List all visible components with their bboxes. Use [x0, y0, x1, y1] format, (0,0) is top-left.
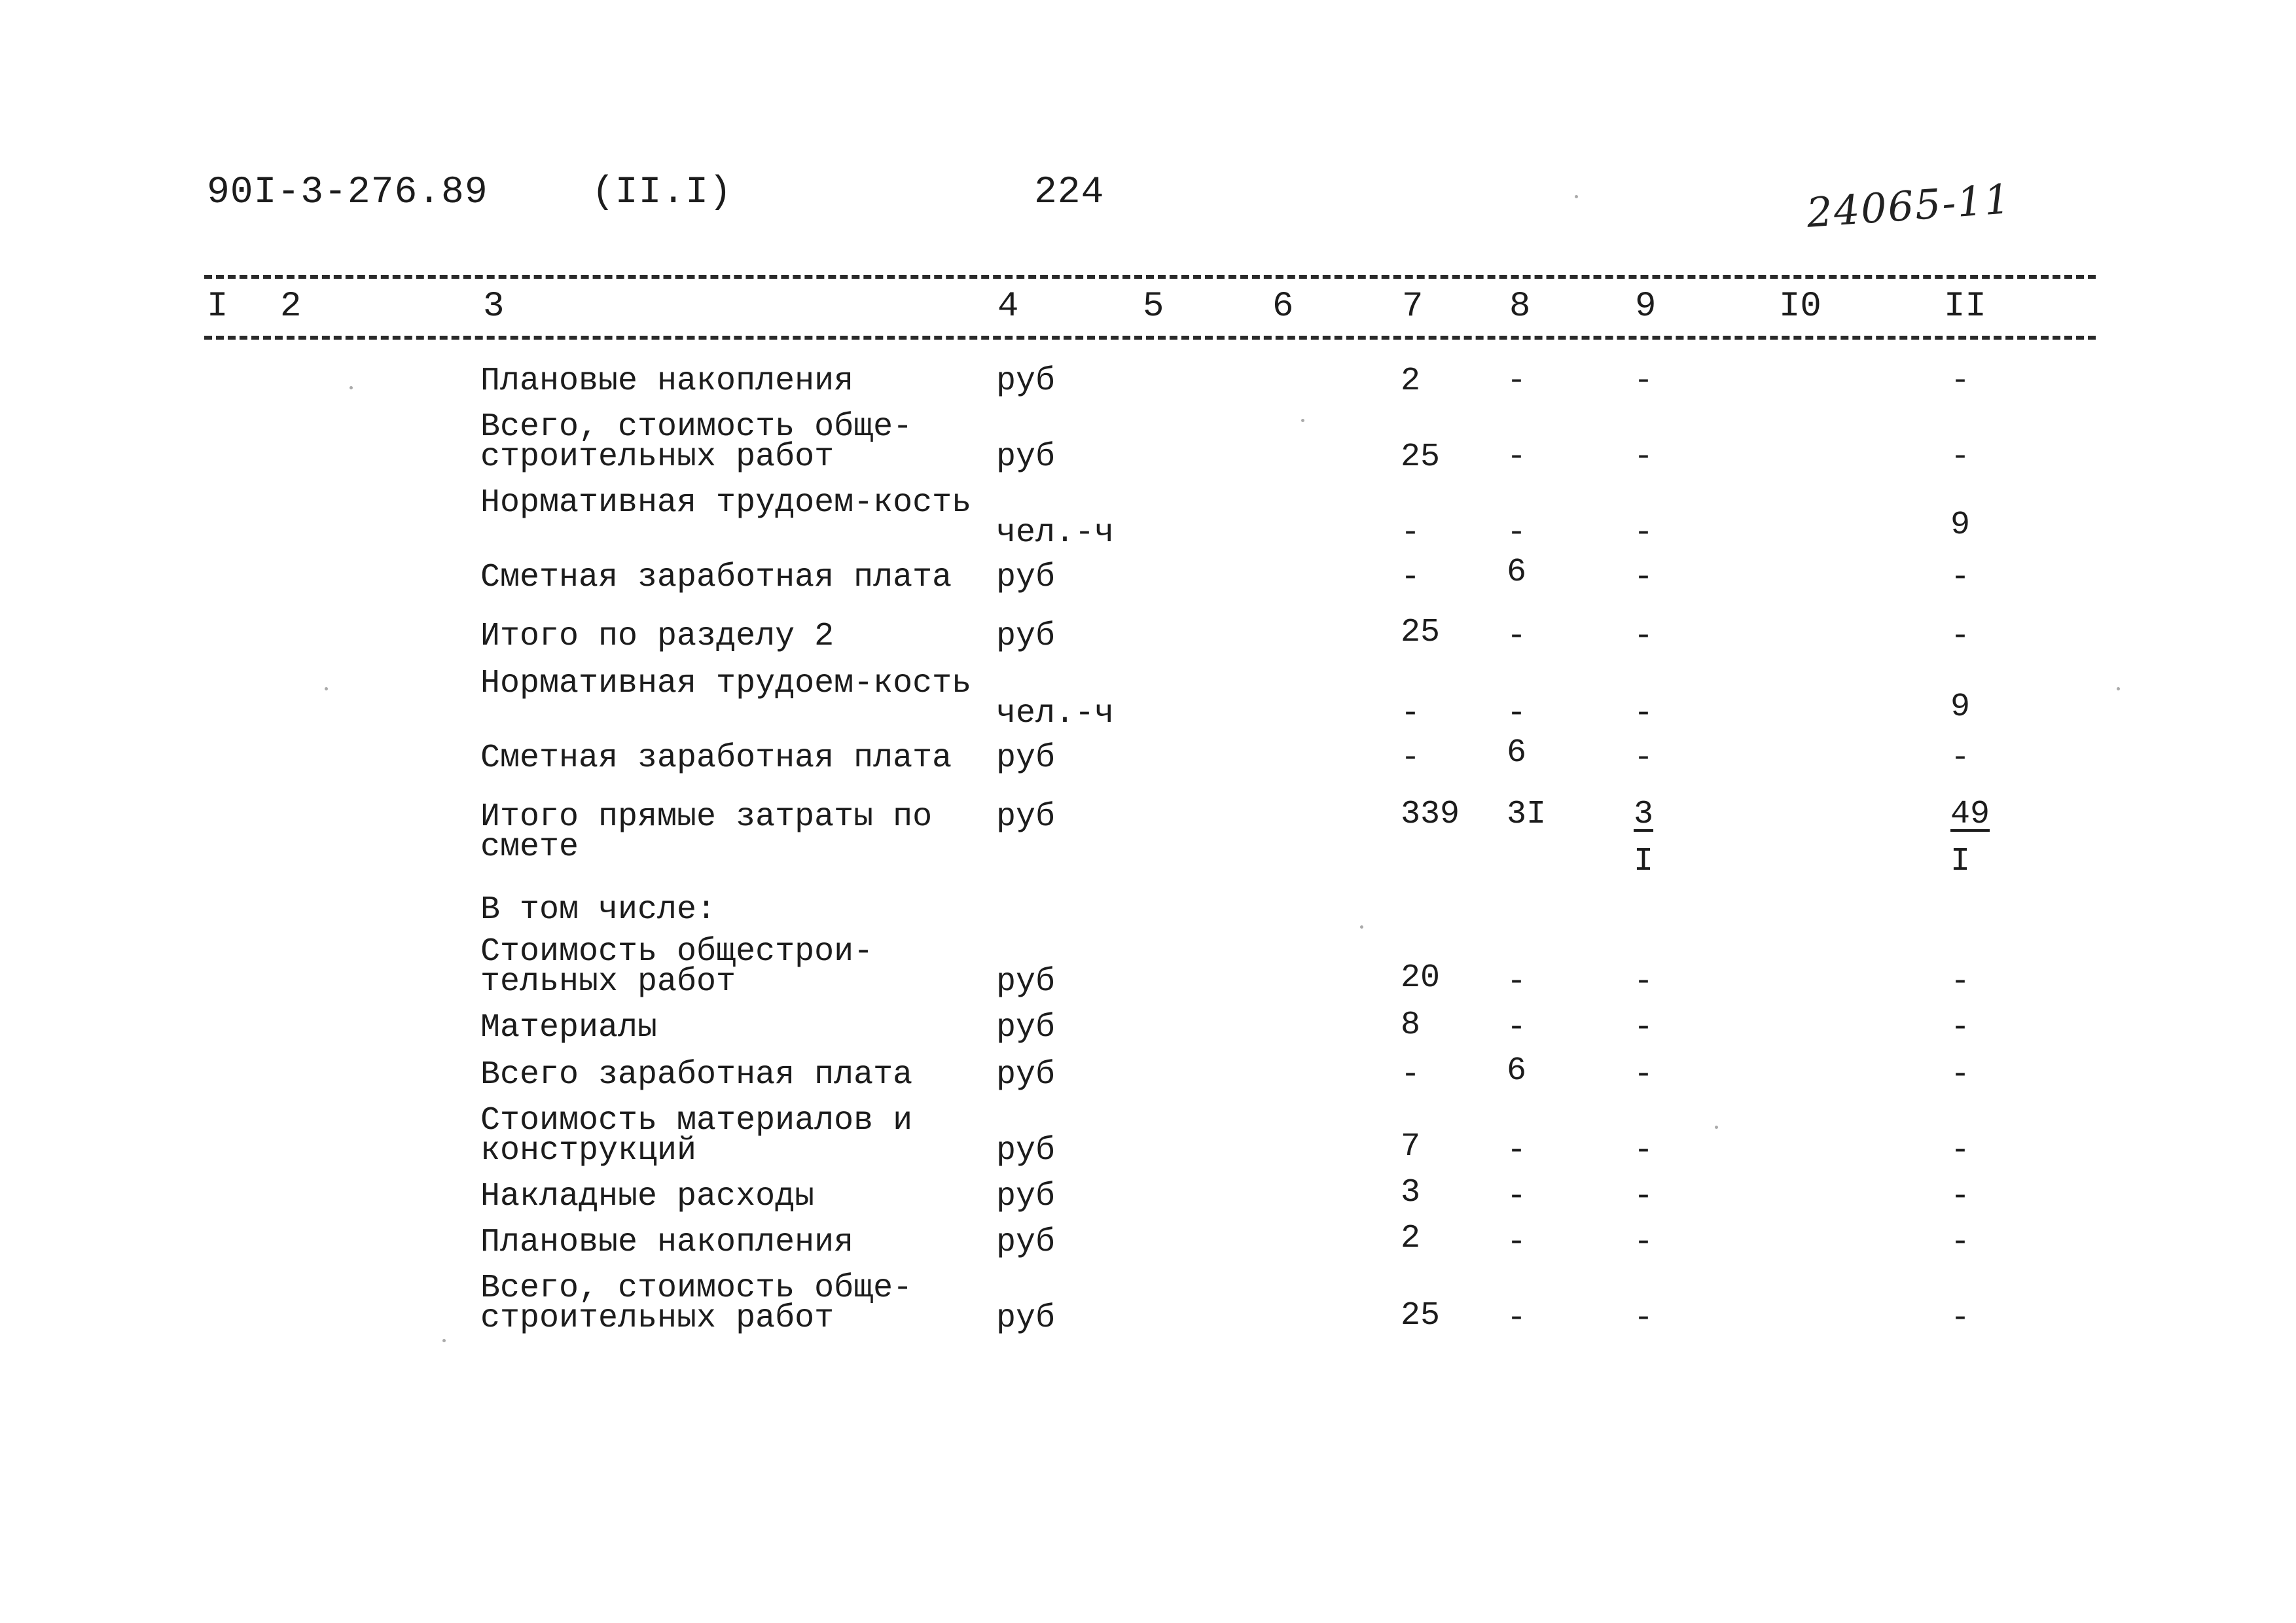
column-number-7: 7 — [1402, 287, 1424, 327]
cell-col8: - — [1507, 363, 1527, 400]
row-unit: руб — [996, 1224, 1056, 1261]
row-label: Стоимость общестрои-тельных работ — [480, 933, 874, 1001]
column-number-11: II — [1944, 287, 1986, 327]
row-label: Сметная заработная плата — [480, 740, 952, 777]
cell-col11-sub: I — [1950, 843, 1971, 880]
cell-col7: 7 — [1401, 1128, 1421, 1166]
cell-col8: 3I — [1507, 796, 1547, 833]
row-unit: руб — [996, 963, 1056, 1001]
cell-col8: - — [1507, 695, 1527, 732]
cell-col9: 3 — [1634, 796, 1654, 833]
row-label: Накладные расходы — [480, 1178, 815, 1215]
cell-col7: 2 — [1401, 363, 1421, 400]
column-number-9: 9 — [1635, 287, 1657, 327]
cell-col8: 6 — [1507, 554, 1527, 591]
cell-col9: - — [1634, 438, 1654, 476]
cell-col9: - — [1634, 963, 1654, 1001]
column-number-5: 5 — [1143, 287, 1164, 327]
row-label: Всего заработная плата — [480, 1056, 913, 1094]
row-unit: руб — [996, 438, 1056, 476]
cell-col9: - — [1634, 514, 1654, 552]
cell-col7: 3 — [1401, 1174, 1421, 1211]
scan-speck — [1301, 419, 1304, 422]
cell-col7: - — [1401, 695, 1421, 732]
cell-col7: 25 — [1401, 438, 1441, 476]
cell-col11: - — [1950, 438, 1971, 476]
row-unit: руб — [996, 798, 1056, 836]
cell-col9: - — [1634, 1132, 1654, 1169]
column-number-10: I0 — [1779, 287, 1821, 327]
row-label: В том числе: — [480, 891, 717, 929]
cell-col11: 49 — [1950, 796, 1990, 833]
sheet-reference: (II.I) — [592, 171, 732, 214]
row-label: Плановые накопления — [480, 363, 854, 400]
scan-speck — [442, 1339, 446, 1342]
dashed-divider-top — [204, 275, 2096, 279]
cell-col9-sub: I — [1634, 843, 1654, 880]
cell-col7: 20 — [1401, 959, 1441, 997]
cell-col8: - — [1507, 1224, 1527, 1261]
scan-speck — [350, 386, 353, 389]
scan-speck — [1360, 925, 1363, 929]
cell-col9: - — [1634, 695, 1654, 732]
row-label: Стоимость материалов и конструкций — [480, 1102, 913, 1169]
cell-col7: - — [1401, 740, 1421, 777]
cell-col8: 6 — [1507, 1052, 1527, 1090]
row-label: Материалы — [480, 1009, 658, 1046]
cell-col11: - — [1950, 1224, 1971, 1261]
cell-col9: - — [1634, 1178, 1654, 1215]
row-unit: чел.-ч — [996, 695, 1115, 732]
page-number: 224 — [1034, 171, 1105, 214]
row-unit: руб — [996, 1132, 1056, 1169]
cell-col9: - — [1634, 1009, 1654, 1046]
cell-col11: - — [1950, 1009, 1971, 1046]
cell-col9: - — [1634, 1224, 1654, 1261]
cell-col9: - — [1634, 740, 1654, 777]
dashed-divider-bottom — [204, 336, 2096, 340]
cell-col9: - — [1634, 1300, 1654, 1337]
inventory-number-handwritten: 24065-11 — [1804, 175, 2013, 237]
cell-col9: - — [1634, 1056, 1654, 1094]
row-label: Нормативная трудоем-кость — [480, 665, 972, 702]
column-number-6: 6 — [1272, 287, 1294, 327]
cell-col11: - — [1950, 559, 1971, 596]
scan-speck — [1575, 195, 1578, 198]
row-label: Всего, стоимость обще-строительных работ — [480, 1270, 913, 1337]
cell-col11: - — [1950, 740, 1971, 777]
row-unit: руб — [996, 559, 1056, 596]
cell-col9: - — [1634, 363, 1654, 400]
row-label: Итого по разделу 2 — [480, 618, 834, 655]
row-unit: чел.-ч — [996, 514, 1115, 552]
row-unit: руб — [996, 1009, 1056, 1046]
row-label: Итого прямые затраты по смете — [480, 798, 933, 866]
row-label: Сметная заработная плата — [480, 559, 952, 596]
cell-col9: - — [1634, 559, 1654, 596]
cell-col11: - — [1950, 363, 1971, 400]
cell-col7: 25 — [1401, 1297, 1441, 1334]
column-number-8: 8 — [1509, 287, 1531, 327]
row-unit: руб — [996, 740, 1056, 777]
column-number-3: 3 — [483, 287, 505, 327]
column-number-1: I — [207, 287, 228, 327]
cell-col11: - — [1950, 1178, 1971, 1215]
cell-col11: 9 — [1950, 507, 1971, 544]
cell-col11: 9 — [1950, 688, 1971, 726]
cell-col8: - — [1507, 1300, 1527, 1337]
row-unit: руб — [996, 1056, 1056, 1094]
column-number-2: 2 — [280, 287, 302, 327]
cell-col8: - — [1507, 618, 1527, 655]
row-label: Плановые накопления — [480, 1224, 854, 1261]
cell-col8: 6 — [1507, 734, 1527, 772]
document-code: 90I-3-276.89 — [207, 171, 488, 214]
scan-speck — [1715, 1126, 1718, 1129]
cell-col7: 2 — [1401, 1220, 1421, 1257]
cell-col8: - — [1507, 963, 1527, 1001]
row-unit: руб — [996, 1300, 1056, 1337]
cell-col11: - — [1950, 618, 1971, 655]
cell-col7: 339 — [1401, 796, 1460, 833]
row-unit: руб — [996, 363, 1056, 400]
cell-col8: - — [1507, 438, 1527, 476]
row-label: Нормативная трудоем-кость — [480, 484, 972, 522]
cell-col7: 25 — [1401, 614, 1441, 651]
row-unit: руб — [996, 1178, 1056, 1215]
cell-col7: - — [1401, 1056, 1421, 1094]
cell-col8: - — [1507, 514, 1527, 552]
cell-col7: - — [1401, 514, 1421, 552]
cell-col11: - — [1950, 963, 1971, 1001]
row-unit: руб — [996, 618, 1056, 655]
scan-speck — [325, 687, 328, 690]
cell-col11: - — [1950, 1132, 1971, 1169]
cell-col7: - — [1401, 559, 1421, 596]
column-number-4: 4 — [997, 287, 1019, 327]
cell-col11: - — [1950, 1056, 1971, 1094]
cell-col9: - — [1634, 618, 1654, 655]
row-label: Всего, стоимость обще-строительных работ — [480, 408, 913, 476]
scan-speck — [2117, 687, 2120, 690]
cell-col11: - — [1950, 1300, 1971, 1337]
cell-col8: - — [1507, 1132, 1527, 1169]
cell-col8: - — [1507, 1178, 1527, 1215]
cell-col7: 8 — [1401, 1007, 1421, 1044]
cell-col8: - — [1507, 1009, 1527, 1046]
